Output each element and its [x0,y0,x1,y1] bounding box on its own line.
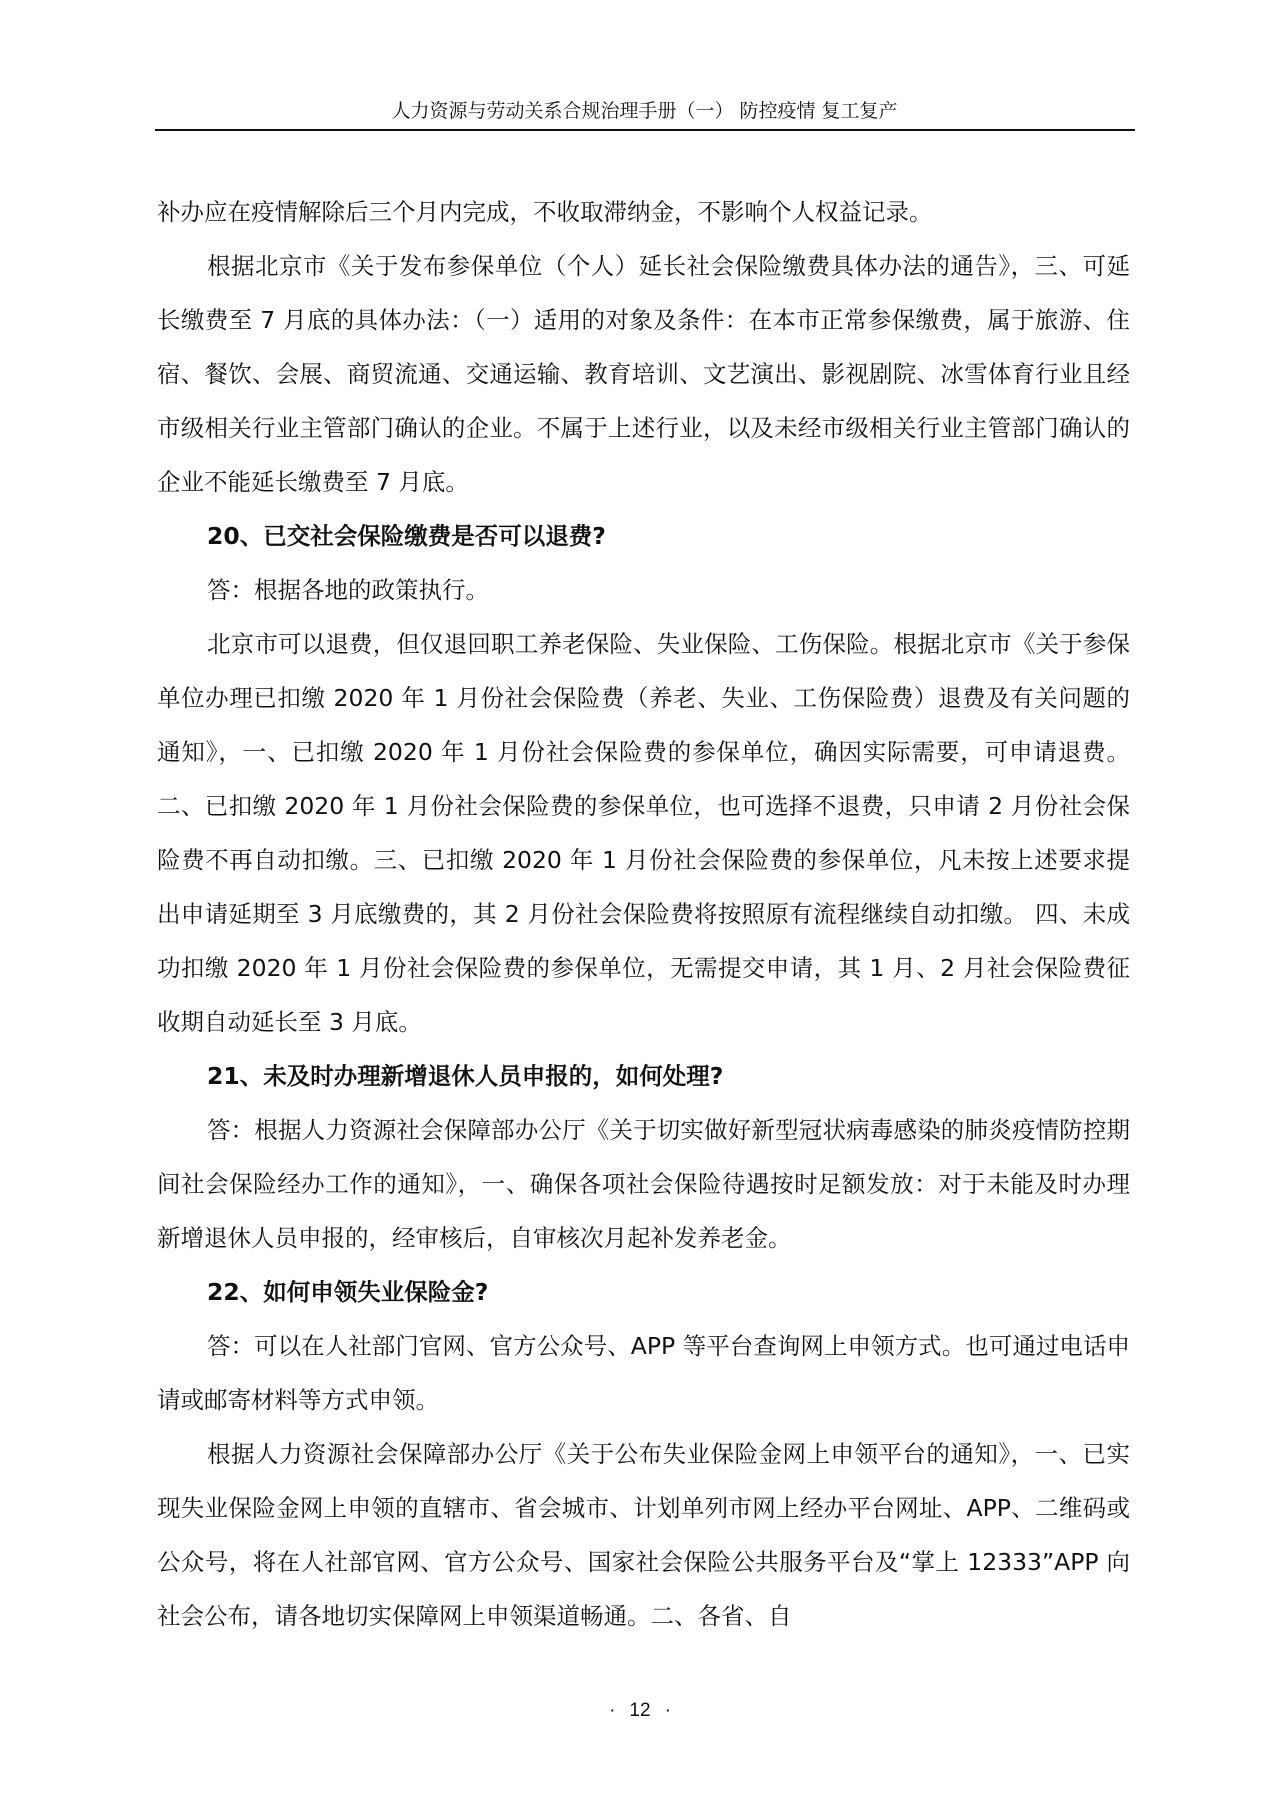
question-heading: 20、已交社会保险缴费是否可以退费? [207,522,606,550]
document-body [157,185,1130,1643]
page-number: 12 [629,1700,651,1721]
page-footer [0,1700,1280,1722]
paragraph: 根据人力资源社会保障部办公厅《关于公布失业保险金网上申领平台的通知》，一、已实现失业保险金网上申领的直辖市、省会城市、计划单列市网上经办平台网址、APP、二维码或公众号，将在人社部官网、官方公众号、国家社会保险公共服务平台及“掌上 12333”APP 向社会公布，请各地切实保障网上申领渠道畅通。二、各省、自 [157,1440,1130,1630]
header-divider [155,129,1135,131]
paragraph: 北京市可以退费，但仅退回职工养老保险、失业保险、工伤保险。根据北京市《关于参保单位办理已扣缴 2020 年 1 月份社会保险费（养老、失业、工伤保险费）退费及有关问题的通知》，一、已扣缴 2020 年 1 月份社会保险费的参保单位，确因实际需要，可申请退费。二、已扣缴 2020 年 1 月份社会保险费的参保单位，也可选择不退费，只申请 2 月份社会保险费不再自动扣缴。三、已扣缴 2020 年 1 月份社会保险费的参保单位，凡未按上述要求提出申请延期至 3 月底缴费的，其 2 月份社会保险费将按照原有流程继续自动扣缴。 四、未成功扣缴 2020 年 1 月份社会保险费的参保单位，无需提交申请，其 1 月、2 月社会保险费征收期自动延长至 3 月底。 [157,630,1130,1036]
question-heading: 21、未及时办理新增退休人员申报的，如何处理? [207,1062,724,1090]
footer-dot-right: · [664,1700,671,1721]
answer-paragraph: 答：可以在人社部门官网、官方公众号、APP 等平台查询网上申领方式。也可通过电话申请或邮寄材料等方式申领。 [157,1332,1130,1414]
paragraph: 根据北京市《关于发布参保单位（个人）延长社会保险缴费具体办法的通告》，三、可延长缴费至 7 月底的具体办法：（一）适用的对象及条件：在本市正常参保缴费，属于旅游、住宿、餐饮、会展、商贸流通、交通运输、教育培训、文艺演出、影视剧院、冰雪体育行业且经市级相关行业主管部门确认的企业。不属于上述行业，以及未经市级相关行业主管部门确认的企业不能延长缴费至 7 月底。 [157,252,1130,496]
footer-dot-left: · [609,1700,616,1721]
paragraph: 补办应在疫情解除后三个月内完成，不收取滞纳金，不影响个人权益记录。 [157,198,933,226]
question-heading: 22、如何申领失业保险金? [207,1278,489,1306]
answer-paragraph: 答：根据人力资源社会保障部办公厅《关于切实做好新型冠状病毒感染的肺炎疫情防控期间社会保险经办工作的通知》，一、确保各项社会保险待遇按时足额发放：对于未能及时办理新增退休人员申报的，经审核后，自审核次月起补发养老金。 [157,1116,1130,1252]
running-header: 人力资源与劳动关系合规治理手册（一） 防控疫情 复工复产 [391,100,898,122]
answer-paragraph: 答：根据各地的政策执行。 [207,576,489,604]
